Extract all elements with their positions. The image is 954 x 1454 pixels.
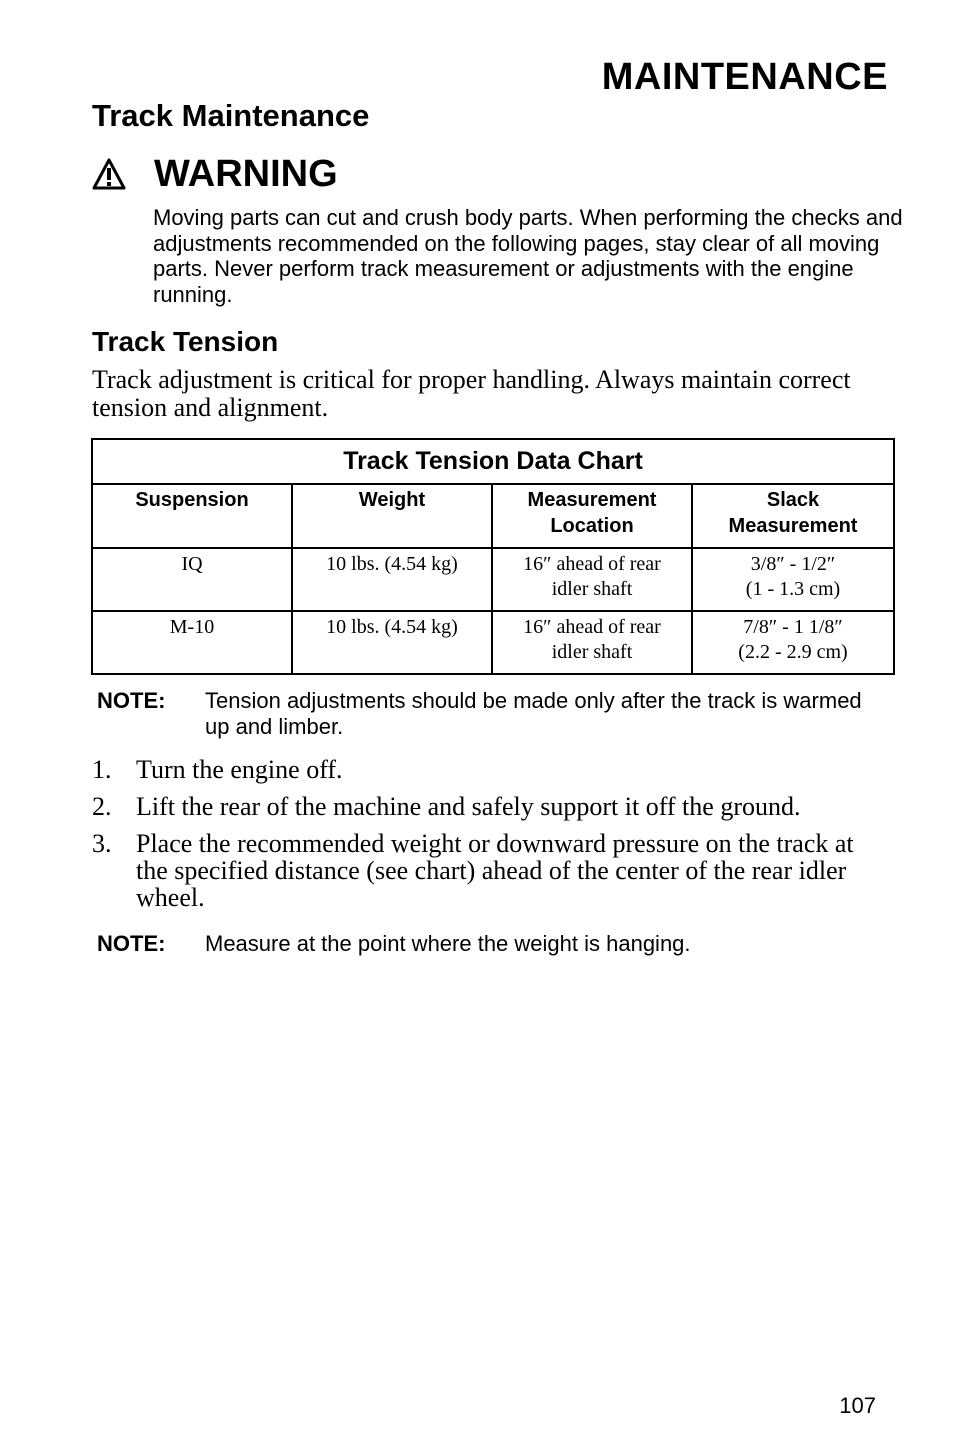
step-number: 1. xyxy=(92,755,112,784)
note-text: Tension adjustments should be made only after the track is warmed up and limber. xyxy=(205,688,862,739)
header-measurement-location: Measurement Location xyxy=(492,484,692,548)
cell-suspension: M-10 xyxy=(92,611,292,674)
warning-title: WARNING xyxy=(154,152,338,195)
table-caption: Track Tension Data Chart xyxy=(92,439,894,484)
cell-measurement-location: 16″ ahead of rear idler shaft xyxy=(492,548,692,611)
step-text: Turn the engine off. xyxy=(136,755,343,784)
warning-triangle-icon xyxy=(92,158,126,190)
table-row xyxy=(92,611,894,674)
page-number: 107 xyxy=(839,1393,876,1418)
step-number: 2. xyxy=(92,792,112,821)
step-number: 3. xyxy=(92,829,112,858)
cell-weight: 10 lbs. (4.54 kg) xyxy=(292,611,492,674)
note-label: NOTE: xyxy=(97,688,166,713)
list-item xyxy=(92,793,882,820)
table-row xyxy=(92,548,894,611)
note-measure-point xyxy=(97,931,887,957)
track-tension-title: Track Tension xyxy=(92,326,279,357)
warning-heading xyxy=(92,150,338,198)
cell-weight: 10 lbs. (4.54 kg) xyxy=(292,548,492,611)
cell-suspension: IQ xyxy=(92,548,292,611)
header-weight: Weight xyxy=(292,484,492,548)
header-slack-measurement: Slack Measurement xyxy=(692,484,894,548)
track-tension-data-chart xyxy=(91,438,895,675)
list-item xyxy=(92,756,882,783)
note-label: NOTE: xyxy=(97,931,166,956)
list-item xyxy=(92,830,882,911)
track-tension-intro: Track adjustment is critical for proper handling. Always maintain correct tension and alignment. xyxy=(92,365,851,422)
step-text: Place the recommended weight or downward pressure on the track at the specified distance (see chart) ahead of the center of the rear idler wheel. xyxy=(136,829,854,912)
cell-measurement-location: 16″ ahead of rear idler shaft xyxy=(492,611,692,674)
note-tension-adjustments xyxy=(97,688,887,739)
section-title: Track Maintenance xyxy=(92,98,370,133)
header-suspension: Suspension xyxy=(92,484,292,548)
cell-slack-measurement: 3/8″ - 1/2″ (1 - 1.3 cm) xyxy=(692,548,894,611)
warning-body: Moving parts can cut and crush body parts. When performing the checks and adjustments recommended on the following pages, stay clear of all moving parts. Never perform track measurement or adjustments with the engine running. xyxy=(153,205,903,307)
chapter-title: MAINTENANCE xyxy=(601,56,888,98)
step-text: Lift the rear of the machine and safely support it off the ground. xyxy=(136,792,801,821)
note-text: Measure at the point where the weight is hanging. xyxy=(205,931,691,956)
cell-slack-measurement: 7/8″ - 1 1/8″ (2.2 - 2.9 cm) xyxy=(692,611,894,674)
procedure-steps xyxy=(92,756,882,921)
